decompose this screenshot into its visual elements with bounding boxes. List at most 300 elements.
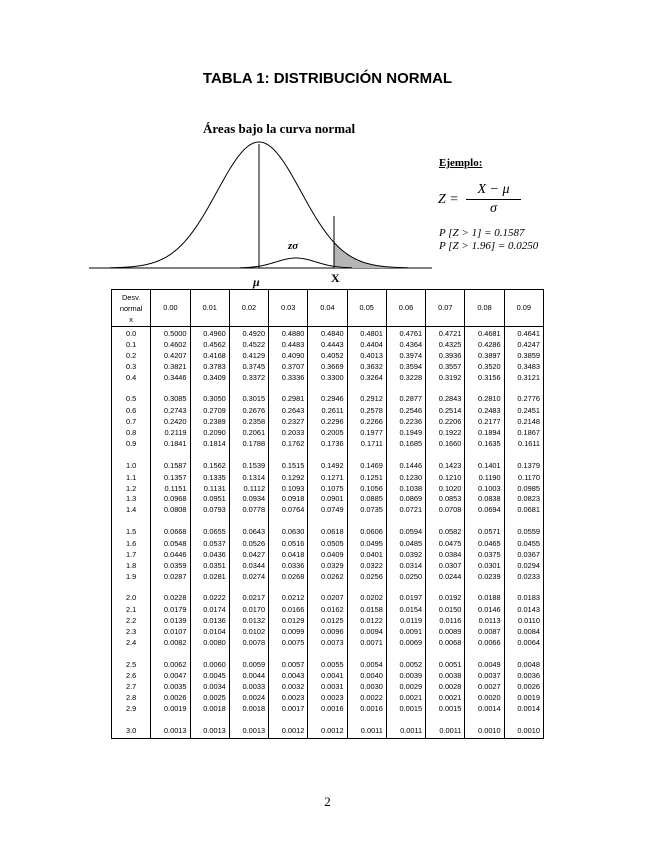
probability-cell: 0.3409 (190, 373, 229, 384)
probability-cell: 0.0107 (151, 627, 190, 638)
table-row (112, 516, 544, 539)
probability-cell: 0.0102 (229, 627, 268, 638)
probability-cell: 0.1841 (151, 439, 190, 450)
table-row (112, 627, 544, 638)
probability-cell: 0.0016 (308, 704, 347, 715)
probability-cell: 0.0087 (465, 627, 504, 638)
probability-cell: 0.1814 (190, 439, 229, 450)
page-number: 2 (324, 794, 331, 809)
z-value-cell: 2.0 (112, 582, 151, 605)
probability-cell: 0.2327 (269, 417, 308, 428)
z-value-cell: 1.7 (112, 550, 151, 561)
probability-cell: 0.1271 (308, 473, 347, 484)
z-value-cell: 2.5 (112, 649, 151, 672)
probability-cell: 0.0012 (308, 715, 347, 738)
probability-cell: 0.0054 (347, 649, 386, 672)
probability-cell: 0.0011 (347, 715, 386, 738)
probability-cell: 0.0113 (465, 616, 504, 627)
z-value-cell: 0.7 (112, 417, 151, 428)
probability-cell: 0.0708 (426, 505, 465, 516)
probability-cell: 0.4052 (308, 351, 347, 362)
probability-cell: 0.3050 (190, 384, 229, 407)
probability-cell: 0.0049 (465, 649, 504, 672)
table-row (112, 340, 544, 351)
example-prob-2: P [Z > 1.96] = 0.0250 (439, 240, 539, 252)
probability-cell: 0.0059 (229, 649, 268, 672)
probability-cell: 0.2236 (386, 417, 425, 428)
z-value-cell: 1.0 (112, 450, 151, 473)
probability-cell: 0.0104 (190, 627, 229, 638)
probability-cell: 0.3974 (386, 351, 425, 362)
probability-cell: 0.0166 (269, 605, 308, 616)
probability-cell: 0.4801 (347, 327, 386, 341)
probability-cell: 0.0188 (465, 582, 504, 605)
z-value-cell: 1.3 (112, 494, 151, 505)
probability-cell: 0.3300 (308, 373, 347, 384)
probability-cell: 0.4483 (269, 340, 308, 351)
probability-cell: 0.0559 (504, 516, 543, 539)
formula-denominator: σ (490, 201, 497, 216)
probability-cell: 0.4681 (465, 327, 504, 341)
probability-cell: 0.0951 (190, 494, 229, 505)
probability-cell: 0.2912 (347, 384, 386, 407)
probability-cell: 0.3446 (151, 373, 190, 384)
page-title: TABLA 1: DISTRIBUCIÓN NORMAL (202, 70, 453, 87)
probability-cell: 0.0045 (190, 671, 229, 682)
probability-cell: 0.0174 (190, 605, 229, 616)
probability-cell: 0.3821 (151, 362, 190, 373)
probability-cell: 0.0694 (465, 505, 504, 516)
probability-cell: 0.0026 (504, 682, 543, 693)
table-row (112, 550, 544, 561)
probability-cell: 0.1335 (190, 473, 229, 484)
probability-cell: 0.2743 (151, 406, 190, 417)
probability-cell: 0.0037 (465, 671, 504, 682)
formula-lhs: Z = (438, 192, 459, 207)
probability-cell: 0.0018 (229, 704, 268, 715)
table-row (112, 406, 544, 417)
probability-cell: 0.0071 (347, 638, 386, 649)
probability-cell: 0.2676 (229, 406, 268, 417)
probability-cell: 0.0075 (269, 638, 308, 649)
probability-cell: 0.0505 (308, 539, 347, 550)
probability-cell: 0.0359 (151, 561, 190, 572)
probability-cell: 0.2206 (426, 417, 465, 428)
table-row (112, 582, 544, 605)
probability-cell: 0.0048 (504, 649, 543, 672)
z-value-cell: 1.5 (112, 516, 151, 539)
probability-cell: 0.0630 (269, 516, 308, 539)
probability-cell: 0.0314 (386, 561, 425, 572)
probability-cell: 0.2643 (269, 406, 308, 417)
z-value-cell: 1.4 (112, 505, 151, 516)
probability-cell: 0.3669 (308, 362, 347, 373)
probability-cell: 0.0485 (386, 539, 425, 550)
probability-cell: 0.0301 (465, 561, 504, 572)
probability-cell: 0.3745 (229, 362, 268, 373)
probability-cell: 0.1515 (269, 450, 308, 473)
probability-cell: 0.0217 (229, 582, 268, 605)
normal-curve-figure (0, 0, 655, 290)
probability-cell: 0.2148 (504, 417, 543, 428)
probability-cell: 0.0455 (504, 539, 543, 550)
probability-cell: 0.1685 (386, 439, 425, 450)
probability-cell: 0.0062 (151, 649, 190, 672)
probability-cell: 0.3015 (229, 384, 268, 407)
probability-cell: 0.0122 (347, 616, 386, 627)
z-value-cell: 0.8 (112, 428, 151, 439)
probability-cell: 0.1131 (190, 484, 229, 495)
probability-cell: 0.1562 (190, 450, 229, 473)
probability-cell: 0.0032 (269, 682, 308, 693)
probability-cell: 0.2005 (308, 428, 347, 439)
probability-cell: 0.0030 (347, 682, 386, 693)
probability-cell: 0.3557 (426, 362, 465, 373)
table-row (112, 671, 544, 682)
z-value-cell: 2.6 (112, 671, 151, 682)
probability-cell: 0.2296 (308, 417, 347, 428)
probability-cell: 0.1492 (308, 450, 347, 473)
probability-cell: 0.0918 (269, 494, 308, 505)
probability-cell: 0.1660 (426, 439, 465, 450)
probability-cell: 0.2546 (386, 406, 425, 417)
probability-cell: 0.0154 (386, 605, 425, 616)
probability-cell: 0.1314 (229, 473, 268, 484)
probability-cell: 0.4404 (347, 340, 386, 351)
probability-cell: 0.2877 (386, 384, 425, 407)
formula-numerator: X − μ (477, 182, 510, 197)
probability-cell: 0.4721 (426, 327, 465, 341)
probability-cell: 0.3483 (504, 362, 543, 373)
probability-cell: 0.0571 (465, 516, 504, 539)
probability-cell: 0.4090 (269, 351, 308, 362)
probability-cell: 0.0778 (229, 505, 268, 516)
column-header: 0.05 (347, 290, 386, 327)
probability-cell: 0.4247 (504, 340, 543, 351)
example-label: Ejemplo: (439, 157, 483, 169)
probability-cell: 0.0336 (269, 561, 308, 572)
z-value-cell: 2.7 (112, 682, 151, 693)
z-value-cell: 0.5 (112, 384, 151, 407)
probability-cell: 0.2981 (269, 384, 308, 407)
probability-cell: 0.2389 (190, 417, 229, 428)
z-value-cell: 2.8 (112, 693, 151, 704)
row-header-line-2: normal (119, 303, 143, 313)
probability-cell: 0.0548 (151, 539, 190, 550)
probability-cell: 0.0016 (347, 704, 386, 715)
probability-cell: 0.2514 (426, 406, 465, 417)
probability-cell: 0.4013 (347, 351, 386, 362)
z-table (111, 289, 544, 739)
probability-cell: 0.2843 (426, 384, 465, 407)
probability-cell: 0.2420 (151, 417, 190, 428)
probability-cell: 0.3336 (269, 373, 308, 384)
probability-cell: 0.1251 (347, 473, 386, 484)
probability-cell: 0.4364 (386, 340, 425, 351)
probability-cell: 0.1075 (308, 484, 347, 495)
probability-cell: 0.0028 (426, 682, 465, 693)
probability-cell: 0.0015 (386, 704, 425, 715)
probability-cell: 0.0287 (151, 572, 190, 583)
probability-cell: 0.0901 (308, 494, 347, 505)
probability-cell: 0.0375 (465, 550, 504, 561)
probability-cell: 0.0029 (386, 682, 425, 693)
probability-cell: 0.0183 (504, 582, 543, 605)
probability-cell: 0.0094 (347, 627, 386, 638)
probability-cell: 0.4522 (229, 340, 268, 351)
table-row (112, 362, 544, 373)
probability-cell: 0.0968 (151, 494, 190, 505)
probability-cell: 0.0010 (504, 715, 543, 738)
probability-cell: 0.1357 (151, 473, 190, 484)
probability-cell: 0.0064 (504, 638, 543, 649)
probability-cell: 0.3085 (151, 384, 190, 407)
probability-cell: 0.0735 (347, 505, 386, 516)
probability-cell: 0.0516 (269, 539, 308, 550)
probability-cell: 0.0044 (229, 671, 268, 682)
probability-cell: 0.2776 (504, 384, 543, 407)
probability-cell: 0.1711 (347, 439, 386, 450)
probability-cell: 0.1170 (504, 473, 543, 484)
probability-cell: 0.0035 (151, 682, 190, 693)
probability-cell: 0.0322 (347, 561, 386, 572)
probability-cell: 0.1190 (465, 473, 504, 484)
column-header: 0.03 (269, 290, 308, 327)
probability-cell: 0.0039 (386, 671, 425, 682)
z-value-cell: 0.6 (112, 406, 151, 417)
probability-cell: 0.0015 (426, 704, 465, 715)
probability-cell: 0.3520 (465, 362, 504, 373)
probability-cell: 0.0526 (229, 539, 268, 550)
table-body (112, 327, 544, 739)
probability-cell: 0.0934 (229, 494, 268, 505)
table-row (112, 450, 544, 473)
probability-cell: 0.0068 (426, 638, 465, 649)
probability-cell: 0.0344 (229, 561, 268, 572)
probability-cell: 0.1401 (465, 450, 504, 473)
probability-cell: 0.0099 (269, 627, 308, 638)
probability-cell: 0.0078 (229, 638, 268, 649)
probability-cell: 0.0146 (465, 605, 504, 616)
probability-cell: 0.1292 (269, 473, 308, 484)
probability-cell: 0.0084 (504, 627, 543, 638)
curve-title: Áreas bajo la curva normal (203, 121, 356, 136)
probability-cell: 0.3632 (347, 362, 386, 373)
probability-cell: 0.0749 (308, 505, 347, 516)
probability-cell: 0.1003 (465, 484, 504, 495)
probability-cell: 0.1788 (229, 439, 268, 450)
probability-cell: 0.0012 (269, 715, 308, 738)
column-header: 0.02 (229, 290, 268, 327)
probability-cell: 0.0057 (269, 649, 308, 672)
probability-cell: 0.0643 (229, 516, 268, 539)
probability-cell: 0.4602 (151, 340, 190, 351)
probability-cell: 0.0985 (504, 484, 543, 495)
probability-cell: 0.0329 (308, 561, 347, 572)
z-value-cell: 2.9 (112, 704, 151, 715)
mu-label: μ (253, 275, 260, 289)
probability-cell: 0.2946 (308, 384, 347, 407)
probability-cell: 0.0150 (426, 605, 465, 616)
probability-cell: 0.1210 (426, 473, 465, 484)
probability-cell: 0.0019 (504, 693, 543, 704)
probability-cell: 0.0060 (190, 649, 229, 672)
z-value-cell: 2.1 (112, 605, 151, 616)
table-row (112, 649, 544, 672)
probability-cell: 0.0228 (151, 582, 190, 605)
probability-cell: 0.0436 (190, 550, 229, 561)
probability-cell: 0.0239 (465, 572, 504, 583)
probability-cell: 0.0024 (229, 693, 268, 704)
probability-cell: 0.0019 (151, 704, 190, 715)
probability-cell: 0.3264 (347, 373, 386, 384)
probability-cell: 0.0089 (426, 627, 465, 638)
probability-cell: 0.1539 (229, 450, 268, 473)
probability-cell: 0.1423 (426, 450, 465, 473)
probability-cell: 0.0207 (308, 582, 347, 605)
probability-cell: 0.0793 (190, 505, 229, 516)
probability-cell: 0.0179 (151, 605, 190, 616)
probability-cell: 0.0233 (504, 572, 543, 583)
probability-cell: 0.0427 (229, 550, 268, 561)
probability-cell: 0.0014 (465, 704, 504, 715)
probability-cell: 0.0069 (386, 638, 425, 649)
probability-cell: 0.3156 (465, 373, 504, 384)
column-header: 0.07 (426, 290, 465, 327)
x-label: X (331, 271, 340, 285)
z-value-cell: 1.6 (112, 539, 151, 550)
example-prob-1: P [Z > 1] = 0.1587 (439, 227, 525, 239)
table-row (112, 373, 544, 384)
probability-cell: 0.1894 (465, 428, 504, 439)
probability-cell: 0.4840 (308, 327, 347, 341)
probability-cell: 0.1112 (229, 484, 268, 495)
z-value-cell: 0.9 (112, 439, 151, 450)
probability-cell: 0.0119 (386, 616, 425, 627)
table-row (112, 693, 544, 704)
probability-cell: 0.3121 (504, 373, 543, 384)
probability-cell: 0.0274 (229, 572, 268, 583)
probability-cell: 0.1867 (504, 428, 543, 439)
probability-cell: 0.0033 (229, 682, 268, 693)
column-header: 0.04 (308, 290, 347, 327)
probability-cell: 0.0197 (386, 582, 425, 605)
probability-cell: 0.1762 (269, 439, 308, 450)
z-value-cell: 0.2 (112, 351, 151, 362)
probability-cell: 0.2611 (308, 406, 347, 417)
probability-cell: 0.2358 (229, 417, 268, 428)
probability-cell: 0.0132 (229, 616, 268, 627)
probability-cell: 0.3594 (386, 362, 425, 373)
fraction-bar (466, 199, 521, 200)
probability-cell: 0.0158 (347, 605, 386, 616)
probability-cell: 0.0025 (190, 693, 229, 704)
z-value-cell: 1.2 (112, 484, 151, 495)
probability-cell: 0.1093 (269, 484, 308, 495)
column-header: 0.01 (190, 290, 229, 327)
probability-cell: 0.4641 (504, 327, 543, 341)
probability-cell: 0.0401 (347, 550, 386, 561)
probability-cell: 0.4761 (386, 327, 425, 341)
row-header-line-1: Desv. (121, 292, 141, 302)
table-row (112, 327, 544, 341)
z-value-cell: 0.3 (112, 362, 151, 373)
probability-cell: 0.3192 (426, 373, 465, 384)
probability-cell: 0.1056 (347, 484, 386, 495)
probability-cell: 0.0021 (386, 693, 425, 704)
column-header: 0.06 (386, 290, 425, 327)
probability-cell: 0.0036 (504, 671, 543, 682)
probability-cell: 0.0038 (426, 671, 465, 682)
probability-cell: 0.4168 (190, 351, 229, 362)
probability-cell: 0.0073 (308, 638, 347, 649)
probability-cell: 0.0011 (426, 715, 465, 738)
probability-cell: 0.0838 (465, 494, 504, 505)
z-value-cell: 2.2 (112, 616, 151, 627)
probability-cell: 0.0721 (386, 505, 425, 516)
probability-cell: 0.0091 (386, 627, 425, 638)
probability-cell: 0.4207 (151, 351, 190, 362)
row-header-line-3: x (129, 314, 133, 324)
probability-cell: 0.3707 (269, 362, 308, 373)
probability-cell: 0.0031 (308, 682, 347, 693)
z-value-cell: 0.4 (112, 373, 151, 384)
table-row (112, 561, 544, 572)
probability-cell: 0.0655 (190, 516, 229, 539)
probability-cell: 0.0055 (308, 649, 347, 672)
probability-cell: 0.0051 (426, 649, 465, 672)
probability-cell: 0.0043 (269, 671, 308, 682)
probability-cell: 0.2709 (190, 406, 229, 417)
probability-cell: 0.4562 (190, 340, 229, 351)
table-row (112, 539, 544, 550)
probability-cell: 0.0129 (269, 616, 308, 627)
probability-cell: 0.0143 (504, 605, 543, 616)
table-row (112, 605, 544, 616)
probability-cell: 0.1611 (504, 439, 543, 450)
z-value-cell: 2.3 (112, 627, 151, 638)
probability-cell: 0.0022 (347, 693, 386, 704)
probability-cell: 0.0495 (347, 539, 386, 550)
probability-cell: 0.1922 (426, 428, 465, 439)
probability-cell: 0.0281 (190, 572, 229, 583)
table-row (112, 417, 544, 428)
probability-cell: 0.2266 (347, 417, 386, 428)
probability-cell: 0.0013 (190, 715, 229, 738)
probability-cell: 0.2451 (504, 406, 543, 417)
table-row (112, 715, 544, 738)
probability-cell: 0.0066 (465, 638, 504, 649)
probability-cell: 0.0027 (465, 682, 504, 693)
table-row (112, 484, 544, 495)
probability-cell: 0.1469 (347, 450, 386, 473)
z-value-cell: 0.0 (112, 327, 151, 341)
probability-cell: 0.0162 (308, 605, 347, 616)
probability-cell: 0.0139 (151, 616, 190, 627)
probability-cell: 0.5000 (151, 327, 190, 341)
probability-cell: 0.0823 (504, 494, 543, 505)
table-row (112, 505, 544, 516)
probability-cell: 0.0418 (269, 550, 308, 561)
table-row (112, 439, 544, 450)
probability-cell: 0.0096 (308, 627, 347, 638)
column-header: 0.08 (465, 290, 504, 327)
z-value-cell: 0.1 (112, 340, 151, 351)
table-row (112, 494, 544, 505)
probability-cell: 0.4443 (308, 340, 347, 351)
probability-cell: 0.1446 (386, 450, 425, 473)
probability-cell: 0.0244 (426, 572, 465, 583)
